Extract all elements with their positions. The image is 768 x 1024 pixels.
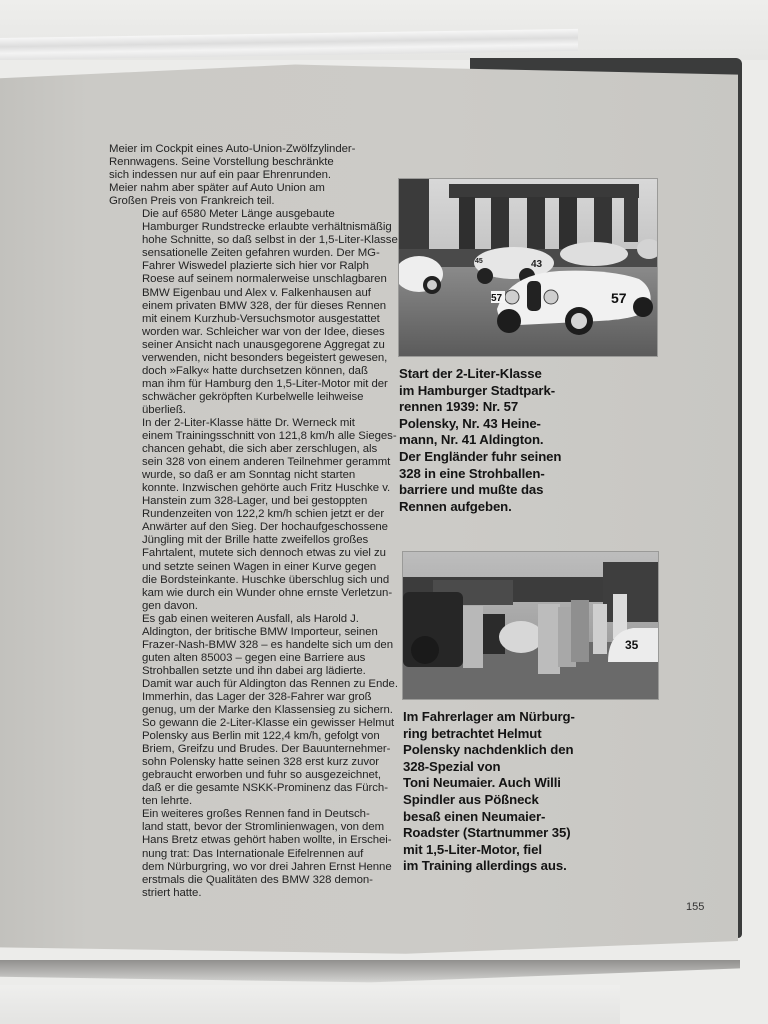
page-number: 155 <box>686 901 705 913</box>
paragraph <box>109 808 395 899</box>
text-line: doch »Falky« hatte durchsetzen können, daß <box>142 364 368 377</box>
text-line: Hans Bretz etwas gehört haben wollte, in Erschei- <box>142 834 392 847</box>
text-line: und setzte seinen Wagen in einer Kurve gegen <box>142 560 377 573</box>
text-line: verwenden, nicht besonders begeistert gewesen, <box>142 351 388 364</box>
caption-line: Spindler aus Pößneck <box>403 791 539 807</box>
start-number-43: 43 <box>531 259 543 270</box>
caption-line: Toni Neumaier. Auch Willi <box>403 775 561 791</box>
caption-paddock <box>403 709 633 875</box>
text-line: einem privaten BMW 328, der für dieses Rennen <box>142 299 387 312</box>
text-line: Roese auf seinem normalerweise unschlagbaren <box>142 273 387 286</box>
text-line: nung trat: Das Internationale Eifelrennen auf <box>142 847 364 860</box>
text-line: So gewann die 2-Liter-Klasse ein gewisser Helmut <box>142 717 395 730</box>
caption-line: mann, Nr. 41 Aldington. <box>399 432 544 448</box>
text-line: sein 328 von einem anderen Teilnehmer gerammt <box>142 456 391 469</box>
caption-line: im Hamburger Stadtpark- <box>399 382 555 398</box>
caption-line: barriere und mußte das <box>399 482 544 498</box>
text-line: wurde, so daß er am Sonntag nicht starten <box>142 469 356 482</box>
text-line: Meier nahm aber später auf Auto Union am <box>109 182 325 195</box>
text-line: Rundenzeiten von 122,2 km/h schien jetzt er der <box>142 508 385 521</box>
text-line: Ein weiteres großes Rennen fand in Deutsch- <box>142 808 370 821</box>
text-line: BMW Eigenbau und Alex v. Falkenhausen auf <box>142 286 371 299</box>
text-line: hohe Schnitte, so daß selbst in der 1,5-Liter-Klasse <box>142 234 398 247</box>
caption-line: 328-Spezial von <box>403 758 501 774</box>
acrylic-stand <box>0 985 620 1024</box>
text-line: Die auf 6580 Meter Länge ausgebaute <box>142 208 335 221</box>
text-line: Polensky aus Berlin mit 122,4 km/h, gefolgt von <box>142 730 380 743</box>
text-line: In der 2-Liter-Klasse hätte Dr. Werneck mit <box>142 416 355 429</box>
text-line: überließ. <box>142 403 186 416</box>
text-line: Fahrtalent, mutete sich dennoch etwas zu viel zu <box>142 547 386 560</box>
text-line: schwächer gekröpften Kurbelwelle leihweise <box>142 390 364 403</box>
paragraph <box>109 612 398 809</box>
text-line: Jüngling mit der Brille hatte zweifellos großes <box>142 534 369 547</box>
text-line: Rennwagens. Seine Vorstellung beschränkte <box>109 156 334 169</box>
caption-line: Im Fahrerlager am Nürburg- <box>403 709 575 724</box>
text-line: man ihm für Hamburg den 1,5-Liter-Motor mit der <box>142 377 388 390</box>
caption-line: Start der 2-Liter-Klasse <box>399 366 542 381</box>
caption-race-start <box>399 366 629 515</box>
start-number-57-front: 57 <box>491 293 503 304</box>
start-number-35: 35 <box>625 638 639 652</box>
text-line: mit einem Kurzhub-Versuchsmotor ausgestattet <box>142 312 380 325</box>
text-line: Briem, Greifzu und Brudes. Der Bauunternehmer- <box>142 743 391 756</box>
text-line: guten alten 85003 – gegen eine Barriere aus <box>142 651 366 664</box>
text-line: gen davon. <box>142 599 198 612</box>
text-line: daß er die gesamte NSKK-Prominenz das Fürch- <box>142 782 388 795</box>
text-line: Meier im Cockpit eines Auto-Union-Zwölfzylinder- <box>109 143 356 155</box>
text-line: die Bordsteinkante. Huschke überschlug sich und <box>142 573 390 586</box>
caption-line: rennen 1939: Nr. 57 <box>399 399 519 415</box>
caption-line: besaß einen Neumaier- <box>403 808 546 824</box>
start-number-45: 45 <box>475 258 483 265</box>
caption-line: 328 in eine Strohballen- <box>399 465 545 481</box>
text-line: ten lehrte. <box>142 795 193 808</box>
text-line: worden war. Schleicher war von der Idee, dieses <box>142 325 385 338</box>
text-line: land statt, bevor der Stromlinienwagen, von dem <box>142 821 385 834</box>
caption-line: Roadster (Startnummer 35) <box>403 825 571 841</box>
caption-line: Der Engländer fuhr seinen <box>399 448 562 464</box>
text-line: Frazer-Nash-BMW 328 – es handelte sich um den <box>142 638 393 651</box>
text-line: kam wie durch ein Wunder ohne ernste Verletzun- <box>142 586 393 599</box>
text-line: Immerhin, das Lager der 328-Fahrer war groß <box>142 690 372 703</box>
start-number-57-side: 57 <box>611 290 627 306</box>
race-start-photo <box>398 178 658 357</box>
caption-line: Polensky nachdenklich den <box>403 742 574 758</box>
caption-line: im Training allerdings aus. <box>403 858 567 874</box>
text-line: sohn Polensky hatte seinen 328 erst kurz zuvor <box>142 756 380 769</box>
paragraph <box>109 417 395 613</box>
paragraph <box>109 143 395 208</box>
text-line: sich indessen nur auf ein paar Ehrenrunden. <box>109 169 332 182</box>
text-line: Fahrer Wiswedel plazierte sich hier vor Ralph <box>142 260 369 273</box>
paddock-photo <box>402 551 659 700</box>
text-line: Großen Preis von Frankreich teil. <box>109 195 275 208</box>
text-line: konnte. Inzwischen gehörte auch Fritz Huschke v. <box>142 482 391 495</box>
text-line: Damit war auch für Aldington das Rennen zu Ende. <box>142 677 398 690</box>
text-line: Strohballen setzte und ihn dabei arg lädierte. <box>142 664 366 677</box>
text-line: chancen gehabt, die sich aber zerschlugen, als <box>142 443 378 456</box>
body-text <box>109 143 398 900</box>
text-line: seiner Ansicht nach unausgegorene Aggregat zu <box>142 338 385 351</box>
paragraph <box>109 208 398 417</box>
caption-line: Polensky, Nr. 43 Heine- <box>399 415 541 431</box>
text-line: Es gab einen weiteren Ausfall, als Harold J. <box>142 612 359 625</box>
text-line: striert hatte. <box>142 886 202 899</box>
text-line: sensationelle Zeiten gefahren wurden. Der MG- <box>142 247 380 260</box>
text-line: dem Nürburgring, wo vor drei Jahren Ernst Henne <box>142 860 392 873</box>
caption-line: ring betrachtet Helmut <box>403 725 542 741</box>
paddock-photo-image <box>403 552 658 699</box>
text-line: erstmals die Qualitäten des BMW 328 demon- <box>142 873 373 886</box>
text-line: einem Trainingsschnitt von 121,8 km/h alle Sieges- <box>142 430 397 443</box>
text-line: Anwärter auf den Sieg. Der hochaufgeschossene <box>142 521 388 534</box>
page-shadow <box>0 960 740 988</box>
caption-line: mit 1,5-Liter-Motor, fiel <box>403 841 542 857</box>
text-line: Hanstein zum 328-Lager, und bei gestoppten <box>142 495 368 508</box>
caption-line: Rennen aufgeben. <box>399 498 512 514</box>
text-line: Hamburger Rundstrecke erlaubte verhältnismäßig <box>142 221 392 234</box>
text-line: gebraucht erworben und fuhr so ausgezeichnet, <box>142 769 382 782</box>
text-line: Aldington, der britische BMW Importeur, seinen <box>142 625 378 638</box>
text-line: genug, um der Marke den Klassensieg zu sichern. <box>142 704 393 717</box>
race-start-photo-image <box>399 179 657 356</box>
